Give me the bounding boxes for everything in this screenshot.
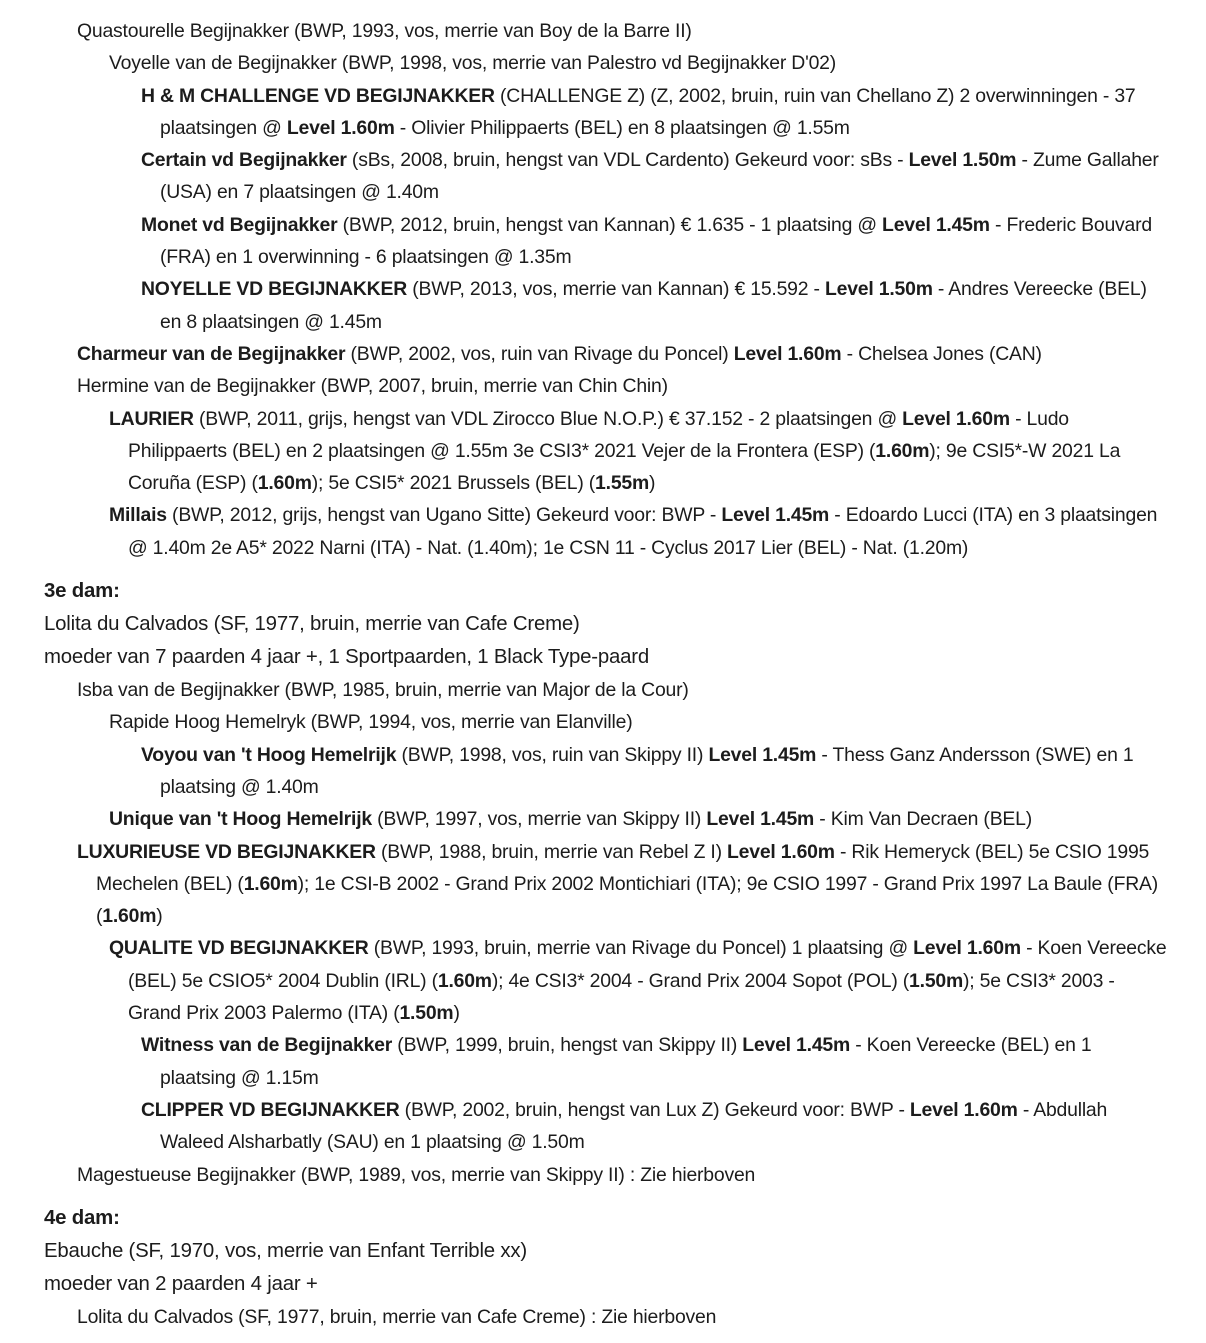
result-text: ); 5e CSI3* 2003 - Grand Prix 2003 Palermo (ITA) ( bbox=[128, 969, 1115, 1025]
result-text: - Ludo Philippaerts (BEL) en 2 plaatsingen @ 1.55m 3e CSI3* 2021 Vejer de la Frontera (ESP) ( bbox=[128, 407, 1069, 462]
horse-details: (BWP, 2012, bruin, hengst van Kannan) € 1.635 - 1 plaatsing @ bbox=[337, 213, 883, 236]
result-text: ); 1e CSI-B 2002 - Grand Prix 2002 Montichiari (ITA); 9e CSIO 1997 - Grand Prix 1997 La Baule (FRA) ( bbox=[96, 872, 1159, 928]
level-label: Level 1.50m bbox=[824, 278, 933, 301]
horse-details: (BWP, 1993, vos, merrie van Boy de la Barre II) bbox=[288, 20, 692, 42]
result-text: - Abdullah Waleed Alsharbatly (SAU) en 1 plaatsing @ 1.50m bbox=[160, 1098, 1108, 1154]
horse-name: CLIPPER VD BEGIJNAKKER bbox=[141, 1098, 400, 1121]
offspring-entry bbox=[0, 674, 1206, 706]
level-label: Level 1.45m bbox=[706, 808, 815, 831]
offspring-entry bbox=[0, 15, 1206, 47]
horse-name: Charmeur van de Begijnakker bbox=[77, 342, 346, 365]
dam-description: Lolita du Calvados (SF, 1977, bruin, merrie van Cafe Creme) bbox=[44, 613, 580, 636]
offspring-entry bbox=[0, 1159, 1206, 1191]
result-text: - Koen Vereecke (BEL) 5e CSIO5* 2004 Dublin (IRL) ( bbox=[128, 937, 1167, 992]
offspring-entry bbox=[0, 47, 1206, 79]
offspring-entry bbox=[0, 273, 1206, 338]
offspring-entry bbox=[0, 1301, 1206, 1333]
horse-details: (BWP, 2013, vos, merrie van Kannan) € 15.592 - bbox=[407, 278, 825, 301]
horse-name: QUALITE VD BEGIJNAKKER bbox=[109, 937, 369, 960]
horse-details: (BWP, 1993, bruin, merrie van Rivage du Poncel) 1 plaatsing @ bbox=[368, 937, 914, 960]
result-text: - Olivier Philippaerts (BEL) en 8 plaatsingen @ 1.55m bbox=[394, 116, 850, 139]
horse-name: H & M CHALLENGE VD BEGIJNAKKER bbox=[141, 84, 495, 107]
offspring-entry bbox=[0, 403, 1206, 500]
horse-details: (BWP, 1998, vos, ruin van Skippy II) bbox=[396, 743, 709, 766]
horse-name: LAURIER bbox=[109, 407, 194, 430]
level-label: Level 1.60m bbox=[727, 840, 835, 863]
result-text: - Zume Gallaher (USA) en 7 plaatsingen @ 1.40m bbox=[160, 149, 1159, 204]
result-text: - Chelsea Jones (CAN) bbox=[841, 342, 1042, 365]
offspring-entry bbox=[0, 1029, 1206, 1094]
horse-details: (BWP, 1988, bruin, merrie van Rebel Z I) bbox=[375, 840, 728, 863]
height-value: 1.55m bbox=[595, 472, 650, 495]
result-text: - Kim Van Decraen (BEL) bbox=[814, 808, 1033, 831]
horse-name: Certain vd Begijnakker bbox=[141, 149, 347, 172]
offspring-entry bbox=[0, 370, 1206, 402]
section-title-4e-dam: 4e dam: bbox=[44, 1206, 120, 1229]
offspring-entry bbox=[0, 1094, 1206, 1159]
horse-name: Hermine van de Begijnakker bbox=[77, 375, 316, 398]
height-value: 1.60m bbox=[437, 969, 492, 992]
horse-details: (BWP, 2007, bruin, merrie van Chin Chin) bbox=[315, 375, 668, 398]
dam-offspring-summary: moeder van 2 paarden 4 jaar + bbox=[44, 1272, 318, 1295]
horse-details: (BWP, 1997, vos, merrie van Skippy II) bbox=[371, 808, 707, 831]
horse-details: (BWP, 1994, vos, merrie van Elanville) bbox=[305, 711, 633, 734]
level-label: Level 1.60m bbox=[286, 116, 395, 139]
section-title-3e-dam: 3e dam: bbox=[44, 580, 120, 603]
level-label: Level 1.45m bbox=[882, 213, 990, 236]
result-text: - Koen Vereecke (BEL) en 1 plaatsing @ 1.15m bbox=[160, 1034, 1092, 1089]
horse-details: (BWP, 1998, vos, merrie van Palestro vd Begijnakker D'02) bbox=[336, 52, 836, 75]
horse-name: Quastourelle Begijnakker bbox=[77, 20, 289, 42]
level-label: Level 1.50m bbox=[908, 149, 1017, 172]
offspring-entry bbox=[0, 144, 1206, 209]
offspring-entry bbox=[0, 836, 1206, 933]
horse-name: Witness van de Begijnakker bbox=[141, 1034, 393, 1057]
horse-details: (BWP, 1985, bruin, merrie van Major de la Cour) bbox=[279, 679, 689, 702]
height-value: 1.60m bbox=[257, 472, 312, 495]
horse-name: LUXURIEUSE VD BEGIJNAKKER bbox=[77, 840, 376, 863]
result-text: - Edoardo Lucci (ITA) en 3 plaatsingen @ 1.40m 2e A5* 2022 Narni (ITA) - Nat. (1.40m); 1e CSN 11 - Cyclus 2017 Lier (BEL) - Nat. (1.20m) bbox=[128, 504, 1158, 559]
height-value: 1.50m bbox=[909, 969, 964, 992]
horse-name: Rapide Hoog Hemelryk bbox=[109, 711, 306, 734]
result-text: ); 5e CSI5* 2021 Brussels (BEL) ( bbox=[311, 472, 596, 495]
level-label: Level 1.60m bbox=[909, 1098, 1018, 1121]
horse-name: Unique van 't Hoog Hemelrijk bbox=[109, 808, 372, 831]
horse-details: (BWP, 1999, bruin, hengst van Skippy II) bbox=[392, 1034, 743, 1057]
horse-name: Monet vd Begijnakker bbox=[141, 213, 338, 236]
level-label: Level 1.45m bbox=[721, 504, 830, 527]
horse-name: Voyelle van de Begijnakker bbox=[109, 52, 337, 75]
horse-name: NOYELLE VD BEGIJNAKKER bbox=[141, 278, 408, 301]
height-value: 1.60m bbox=[243, 872, 298, 895]
height-value: 1.60m bbox=[875, 439, 930, 462]
horse-name: Magestueuse Begijnakker bbox=[77, 1163, 296, 1186]
result-text: - Frederic Bouvard (FRA) en 1 overwinning - 6 plaatsingen @ 1.35m bbox=[160, 213, 1152, 269]
offspring-entry bbox=[0, 338, 1206, 370]
level-label: Level 1.45m bbox=[742, 1034, 851, 1057]
offspring-entry bbox=[0, 932, 1206, 1029]
offspring-entry bbox=[0, 739, 1206, 804]
offspring-list-4th-dam bbox=[0, 1301, 1206, 1333]
result-text: - Andres Vereecke (BEL) en 8 plaatsingen @ 1.45m bbox=[160, 278, 1147, 333]
horse-details: (BWP, 2011, grijs, hengst van VDL Zirocco Blue N.O.P.) € 37.152 - 2 plaatsingen @ bbox=[193, 407, 903, 430]
level-label: Level 1.45m bbox=[708, 743, 817, 766]
horse-details: (BWP, 2002, bruin, hengst van Lux Z) Gekeurd voor: BWP - bbox=[399, 1098, 910, 1121]
offspring-list-2nd-dam bbox=[0, 15, 1206, 403]
height-value: 1.60m bbox=[102, 905, 157, 928]
result-text: ) bbox=[156, 905, 163, 928]
horse-details: (BWP, 1989, vos, merrie van Skippy II) : Zie hierboven bbox=[295, 1163, 756, 1186]
dam-offspring-summary: moeder van 7 paarden 4 jaar +, 1 Sportpaarden, 1 Black Type-paard bbox=[44, 646, 649, 669]
offspring-list-3rd-dam bbox=[0, 674, 1206, 835]
height-value: 1.50m bbox=[399, 1002, 454, 1025]
result-text: ); 9e CSI5*-W 2021 La Coruña (ESP) ( bbox=[128, 439, 1121, 495]
horse-name: Isba van de Begijnakker bbox=[77, 679, 280, 702]
horse-name: Lolita du Calvados bbox=[77, 1305, 233, 1328]
dam-description: Ebauche (SF, 1970, vos, merrie van Enfant Terrible xx) bbox=[44, 1239, 527, 1262]
level-label: Level 1.60m bbox=[902, 407, 1010, 430]
horse-details: (SF, 1977, bruin, merrie van Cafe Creme) : Zie hierboven bbox=[232, 1305, 717, 1328]
offspring-list-continued bbox=[0, 1029, 1206, 1190]
horse-details: (BWP, 2012, grijs, hengst van Ugano Sitte) Gekeurd voor: BWP - bbox=[166, 504, 722, 527]
result-text: - Thess Ganz Andersson (SWE) en 1 plaatsing @ 1.40m bbox=[160, 743, 1134, 798]
offspring-entry bbox=[0, 803, 1206, 835]
offspring-entry bbox=[0, 706, 1206, 738]
horse-name: Voyou van 't Hoog Hemelrijk bbox=[141, 743, 397, 766]
level-label: Level 1.60m bbox=[913, 937, 1021, 960]
result-text: ) bbox=[453, 1002, 460, 1025]
result-text: - Rik Hemeryck (BEL) 5e CSIO 1995 Mechelen (BEL) ( bbox=[96, 840, 1150, 895]
result-text: ) bbox=[649, 472, 656, 495]
result-text: ); 4e CSI3* 2004 - Grand Prix 2004 Sopot (POL) ( bbox=[491, 969, 910, 992]
offspring-entry bbox=[0, 80, 1206, 145]
offspring-entry bbox=[0, 209, 1206, 274]
horse-details: (sBs, 2008, bruin, hengst van VDL Cardento) Gekeurd voor: sBs - bbox=[346, 149, 909, 172]
horse-details: (BWP, 2002, vos, ruin van Rivage du Poncel) bbox=[345, 342, 734, 365]
horse-name: Millais bbox=[109, 504, 167, 527]
offspring-entry bbox=[0, 499, 1206, 564]
horse-details: (CHALLENGE Z) (Z, 2002, bruin, ruin van Chellano Z) 2 overwinningen - 37 plaatsingen @ bbox=[160, 84, 1136, 139]
level-label: Level 1.60m bbox=[733, 342, 842, 365]
